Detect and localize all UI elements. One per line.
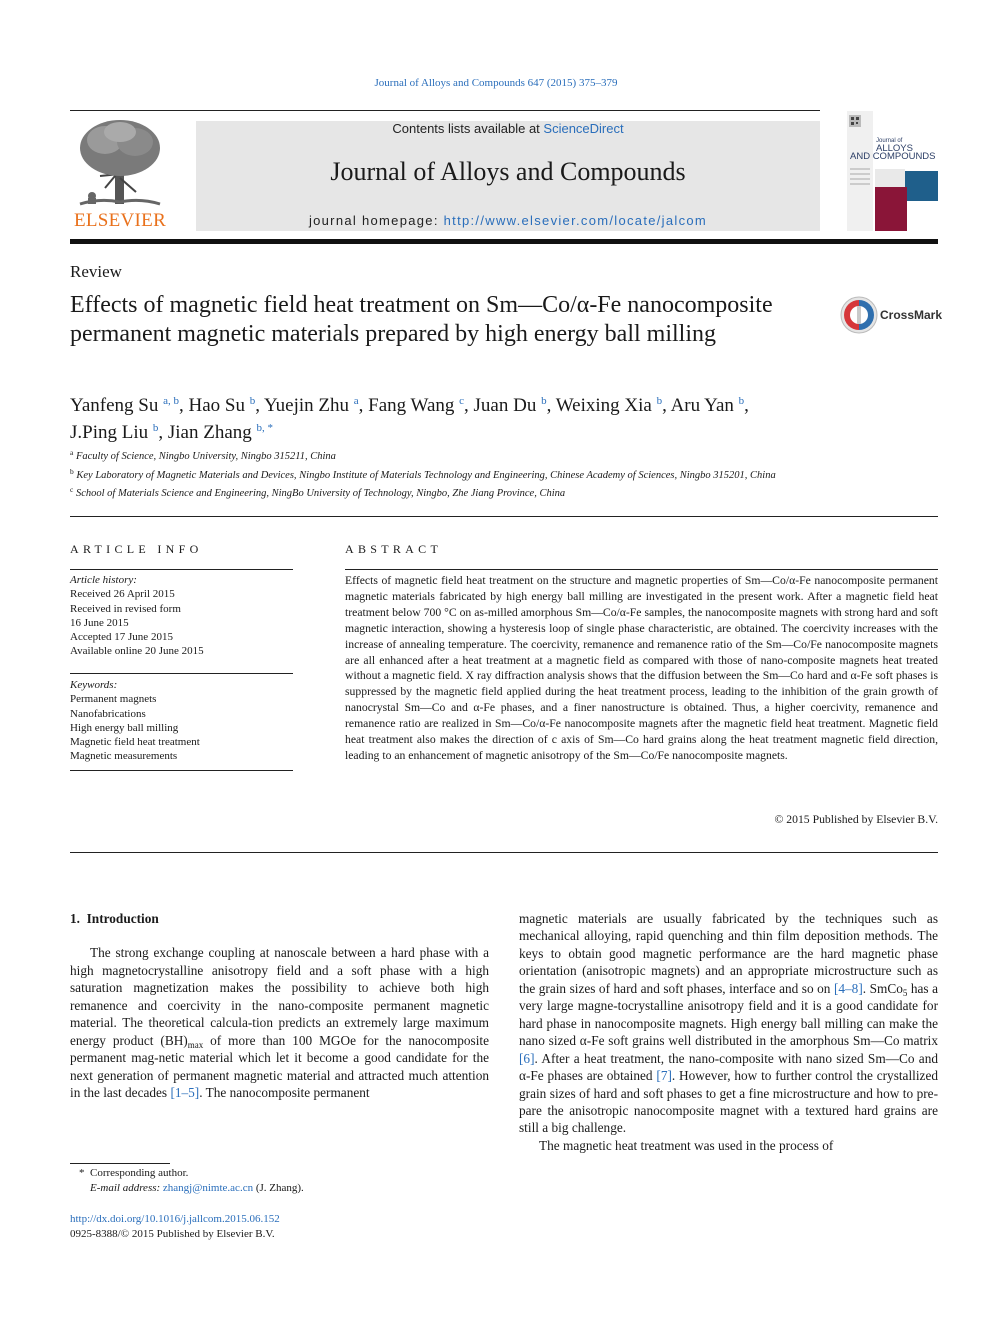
p1-text-a: The strong exchange coupling at nanoscale between a hard phase with a high magnetocrystalline anisotropy field and a soft phase with a high saturation magnetization makes the possibility to achieve both high remanence and coercivity in the nano-composite permanent magnetic material. The theoretical calcula-tion predicts an extremely large maximum energy product (BH)	[70, 945, 489, 1048]
keyword[interactable]: Nanofabrications	[70, 707, 146, 720]
abstract-bottom-rule	[70, 852, 938, 853]
journal-citation[interactable]: Journal of Alloys and Compounds 647 (2015) 375–379	[374, 77, 618, 89]
crossmark-icon	[840, 296, 878, 334]
affiliation	[70, 465, 830, 484]
homepage-line	[196, 213, 820, 228]
crossmark-label: CrossMark	[880, 308, 943, 322]
author-name[interactable]: Yuejin Zhu	[264, 395, 349, 416]
author-name[interactable]: J.Ping Liu	[70, 422, 149, 443]
affiliation-mark: a	[70, 448, 74, 457]
history-entry: 16 June 2015	[70, 616, 129, 629]
abstract-copyright: © 2015 Published by Elsevier B.V.	[774, 813, 938, 826]
author-affiliation-mark[interactable]: a	[353, 395, 359, 407]
author-separator: ,	[358, 395, 369, 416]
p2-text-b: . SmCo	[862, 980, 903, 996]
p2-text-c: has a very large magne-tocrystalline anisotropy field and it is a good candidate for hard phase in nanocomposite magnets. High energy ball milling can make the nano sized α-Fe soft grains well distributed in the amorphous Sm—Co matrix	[519, 980, 939, 1049]
abstract-heading: ABSTRACT	[345, 542, 443, 556]
cover-block-blue	[905, 171, 938, 201]
header-thick-rule	[70, 239, 938, 244]
keywords-label: Keywords:	[70, 679, 118, 691]
author-affiliation-mark[interactable]: b	[656, 395, 663, 407]
author-separator: ,	[178, 395, 189, 416]
p2-text-d: . After a heat treatment, the nano-composite with nano sized Sm—Co and α-Fe phases are obtained	[519, 1050, 938, 1084]
ref-4-8[interactable]: [4–8]	[833, 980, 863, 996]
contents-line	[196, 121, 820, 136]
author-affiliation-mark[interactable]: c	[459, 395, 465, 407]
history-entry: Available online 20 June 2015	[70, 645, 204, 658]
footnote	[70, 1166, 490, 1196]
article-info-rule-top	[70, 569, 293, 570]
abstract-text: Effects of magnetic field heat treatment on the structure and magnetic properties of Sm—Co/α-Fe nanocomposite permanent magnetic materials fabricated by high energy ball milling are investigated in the present work. After a magnetic field heat treatment below 700 °C on as-milled amorphous Sm—Co/α-Fe samples, the nanocomposite magnets with strong hard and soft magnetic interaction, showing a hysteresis loop of single phase characteristic, are obtained. The coercivity increases with the increase of annealing temperature. The coercivity, remanence and remanence ratio of the Sm—Co/Fe nanocomposite magnets are all enhanced after a heat treatment at a magnetic field as compared with those of nano-composite magnets heat treated without a magnetic field. X ray diffraction analysis shows that the diffusion between the Sm—Co hard and α-Fe soft phases is suppressed by the magnetic field applied during the heat treatment process, leading to the inhibition of the grain growth of nanocrystal Sm—Co and α-Fe phases, and a finer nanostructure is obtained. Thus, a higher coercivity, remanence and remanence ratio are realized in Sm—Co/α-Fe nanocomposite magnets after the magnetic field heat treatment. Magnetic field heat treatment also makes the direction of c axis of Sm—Co hard grains along the heat treatment magnetic field direction, leading to an enhancement of magnetic anisotropy of the Sm—Co/Fe nanocomposite magnets.	[345, 574, 938, 762]
email-label: E-mail address:	[90, 1182, 161, 1194]
homepage-link[interactable]: http://www.elsevier.com/locate/jalcom	[443, 213, 708, 228]
article-info-rule-bottom	[70, 770, 293, 771]
p2-subscript: 5	[902, 987, 908, 998]
author-separator: ,	[662, 395, 671, 416]
author-separator: ,	[546, 395, 556, 416]
author-name[interactable]: Weixing Xia	[555, 395, 652, 416]
affiliation-text: Key Laboratory of Magnetic Materials and Devices, Ningbo Institute of Materials Technology and Engineering, Chinese Academy of Sciences, Ningbo 315201, China	[76, 469, 776, 481]
author-affiliation-mark[interactable]: b, *	[256, 422, 274, 434]
affiliation	[70, 483, 830, 502]
author-name[interactable]: Jian Zhang	[167, 422, 252, 443]
history-label: Article history:	[70, 574, 137, 586]
history-entry: Received in revised form	[70, 602, 181, 615]
keyword[interactable]: Magnetic field heat treatment	[70, 736, 200, 749]
contents-prefix: Contents lists available at	[392, 121, 544, 136]
affiliation	[70, 446, 830, 465]
affiliation-mark: c	[70, 485, 74, 494]
keywords	[70, 678, 300, 764]
email-link[interactable]: zhangj@nimte.ac.cn	[162, 1182, 254, 1194]
ref-6[interactable]: [6]	[519, 1050, 535, 1066]
author-affiliation-mark[interactable]: b	[249, 395, 256, 407]
corresponding-line	[70, 1166, 490, 1181]
history-items	[70, 587, 300, 658]
p1-text-b: of more than 100 MGOe for the nanocomposite permanent mag-netic material which let it become a good candidate for the next generation of permanent magnetic material and attracted much attention in the last decades	[70, 1032, 490, 1101]
keyword[interactable]: Magnetic measurements	[70, 750, 178, 763]
affiliation-text: School of Materials Science and Engineering, NingBo University of Technology, Ningbo, Zhe Jiang Province, China	[75, 488, 566, 499]
introduction-heading: 1. Introduction	[70, 911, 159, 926]
cover-barcode-icon	[849, 115, 861, 127]
article-history	[70, 573, 300, 659]
p2-text-e: . However, how to further control the crystallized grain sizes of hard and soft phases to get a fine microstructure and how to pre-pare the anisotropic nanocomposite magnet with a textured hard grains are still a big challenge.	[519, 1068, 938, 1136]
p1-subscript: max	[187, 1039, 204, 1050]
ref-1-5[interactable]: [1–5]	[170, 1085, 200, 1101]
author-affiliation-mark[interactable]: a, b	[163, 395, 179, 407]
p2-text-a: magnetic materials are usually fabricated by the techniques such as mechanical alloying, rapid quenching and thin film deposition methods. The keys to obtain good magnetic performance are the hard magnetic phase orientation (anisotropic magnets) and an appropriate microstructure such as the grain sizes of hard and soft phases, interface and so on	[519, 911, 938, 996]
author-name[interactable]: Aru Yan	[670, 395, 734, 416]
cover-title-line2: ALLOYS	[876, 143, 913, 154]
cover-block-red	[875, 187, 907, 231]
keyword-items	[70, 692, 300, 763]
author-separator: ,	[255, 395, 265, 416]
article-title: Effects of magnetic field heat treatment on Sm—Co/α-Fe nanocomposite permanent magnetic materials prepared by high energy ball milling	[70, 292, 773, 347]
cover-title-line3: AND COMPOUNDS	[850, 151, 936, 162]
author-name[interactable]: Hao Su	[188, 395, 245, 416]
intro-paragraph-3: The magnetic heat treatment was used in the process of	[539, 1137, 834, 1153]
footnote-mark: *	[79, 1167, 85, 1179]
journal-title: Journal of Alloys and Compounds	[330, 157, 686, 186]
email-suffix: (J. Zhang).	[253, 1182, 304, 1194]
keyword[interactable]: Permanent magnets	[70, 693, 157, 706]
intro-paragraph-2	[519, 910, 938, 1137]
cover-text-lines	[850, 165, 870, 225]
affiliation-list	[70, 446, 830, 502]
email-line	[70, 1181, 490, 1196]
author-name[interactable]: Yanfeng Su	[70, 395, 159, 416]
journal-cover-thumbnail[interactable]	[847, 111, 939, 231]
elsevier-wordmark: ELSEVIER	[73, 210, 167, 231]
footnote-rule	[70, 1163, 170, 1164]
crossmark-button[interactable]	[840, 296, 943, 336]
article-info-heading: ARTICLE INFO	[70, 542, 203, 556]
author-affiliation-mark[interactable]: b	[152, 422, 159, 434]
author-name[interactable]: Juan Du	[473, 395, 537, 416]
ref-7[interactable]: [7]	[656, 1068, 672, 1084]
affiliation-mark: b	[70, 466, 74, 476]
homepage-prefix: journal homepage:	[308, 213, 444, 228]
p1-text-c: . The nanocomposite permanent	[199, 1085, 370, 1101]
author-affiliation-mark[interactable]: b	[541, 395, 547, 407]
author-separator: ,	[464, 395, 474, 416]
author-affiliation-mark[interactable]: b	[738, 395, 745, 407]
elsevier-tree-icon	[70, 118, 170, 210]
history-entry: Received 26 April 2015	[70, 588, 175, 601]
cover-title-line1: Journal of	[876, 138, 903, 144]
body-left-column	[70, 910, 489, 1102]
history-entry: Accepted 17 June 2015	[70, 631, 173, 644]
sciencedirect-link[interactable]: ScienceDirect	[543, 121, 624, 136]
section-rule	[70, 516, 938, 517]
keyword[interactable]: High energy ball milling	[70, 721, 179, 734]
author-separator: ,	[744, 395, 749, 416]
doi-block	[70, 1212, 280, 1242]
author-separator: ,	[158, 422, 168, 443]
author-list	[70, 390, 930, 444]
body-right-column	[519, 910, 938, 1154]
cover-title	[850, 137, 938, 161]
journal-banner	[196, 121, 820, 231]
elsevier-logo[interactable]	[70, 118, 170, 232]
author-name[interactable]: Fang Wang	[368, 395, 455, 416]
abstract-rule	[345, 569, 938, 570]
affiliation-text: Faculty of Science, Ningbo University, Ningbo 315211, China	[75, 451, 336, 462]
intro-paragraph-1	[70, 944, 489, 1101]
issn-line: 0925-8388/© 2015 Published by Elsevier B.V.	[70, 1228, 275, 1240]
article-type: Review	[70, 262, 122, 281]
corresponding-label: Corresponding author.	[90, 1167, 189, 1179]
top-rule	[70, 110, 820, 111]
doi-link[interactable]: http://dx.doi.org/10.1016/j.jallcom.2015.06.152	[70, 1213, 280, 1225]
article-info-rule-mid	[70, 673, 293, 674]
